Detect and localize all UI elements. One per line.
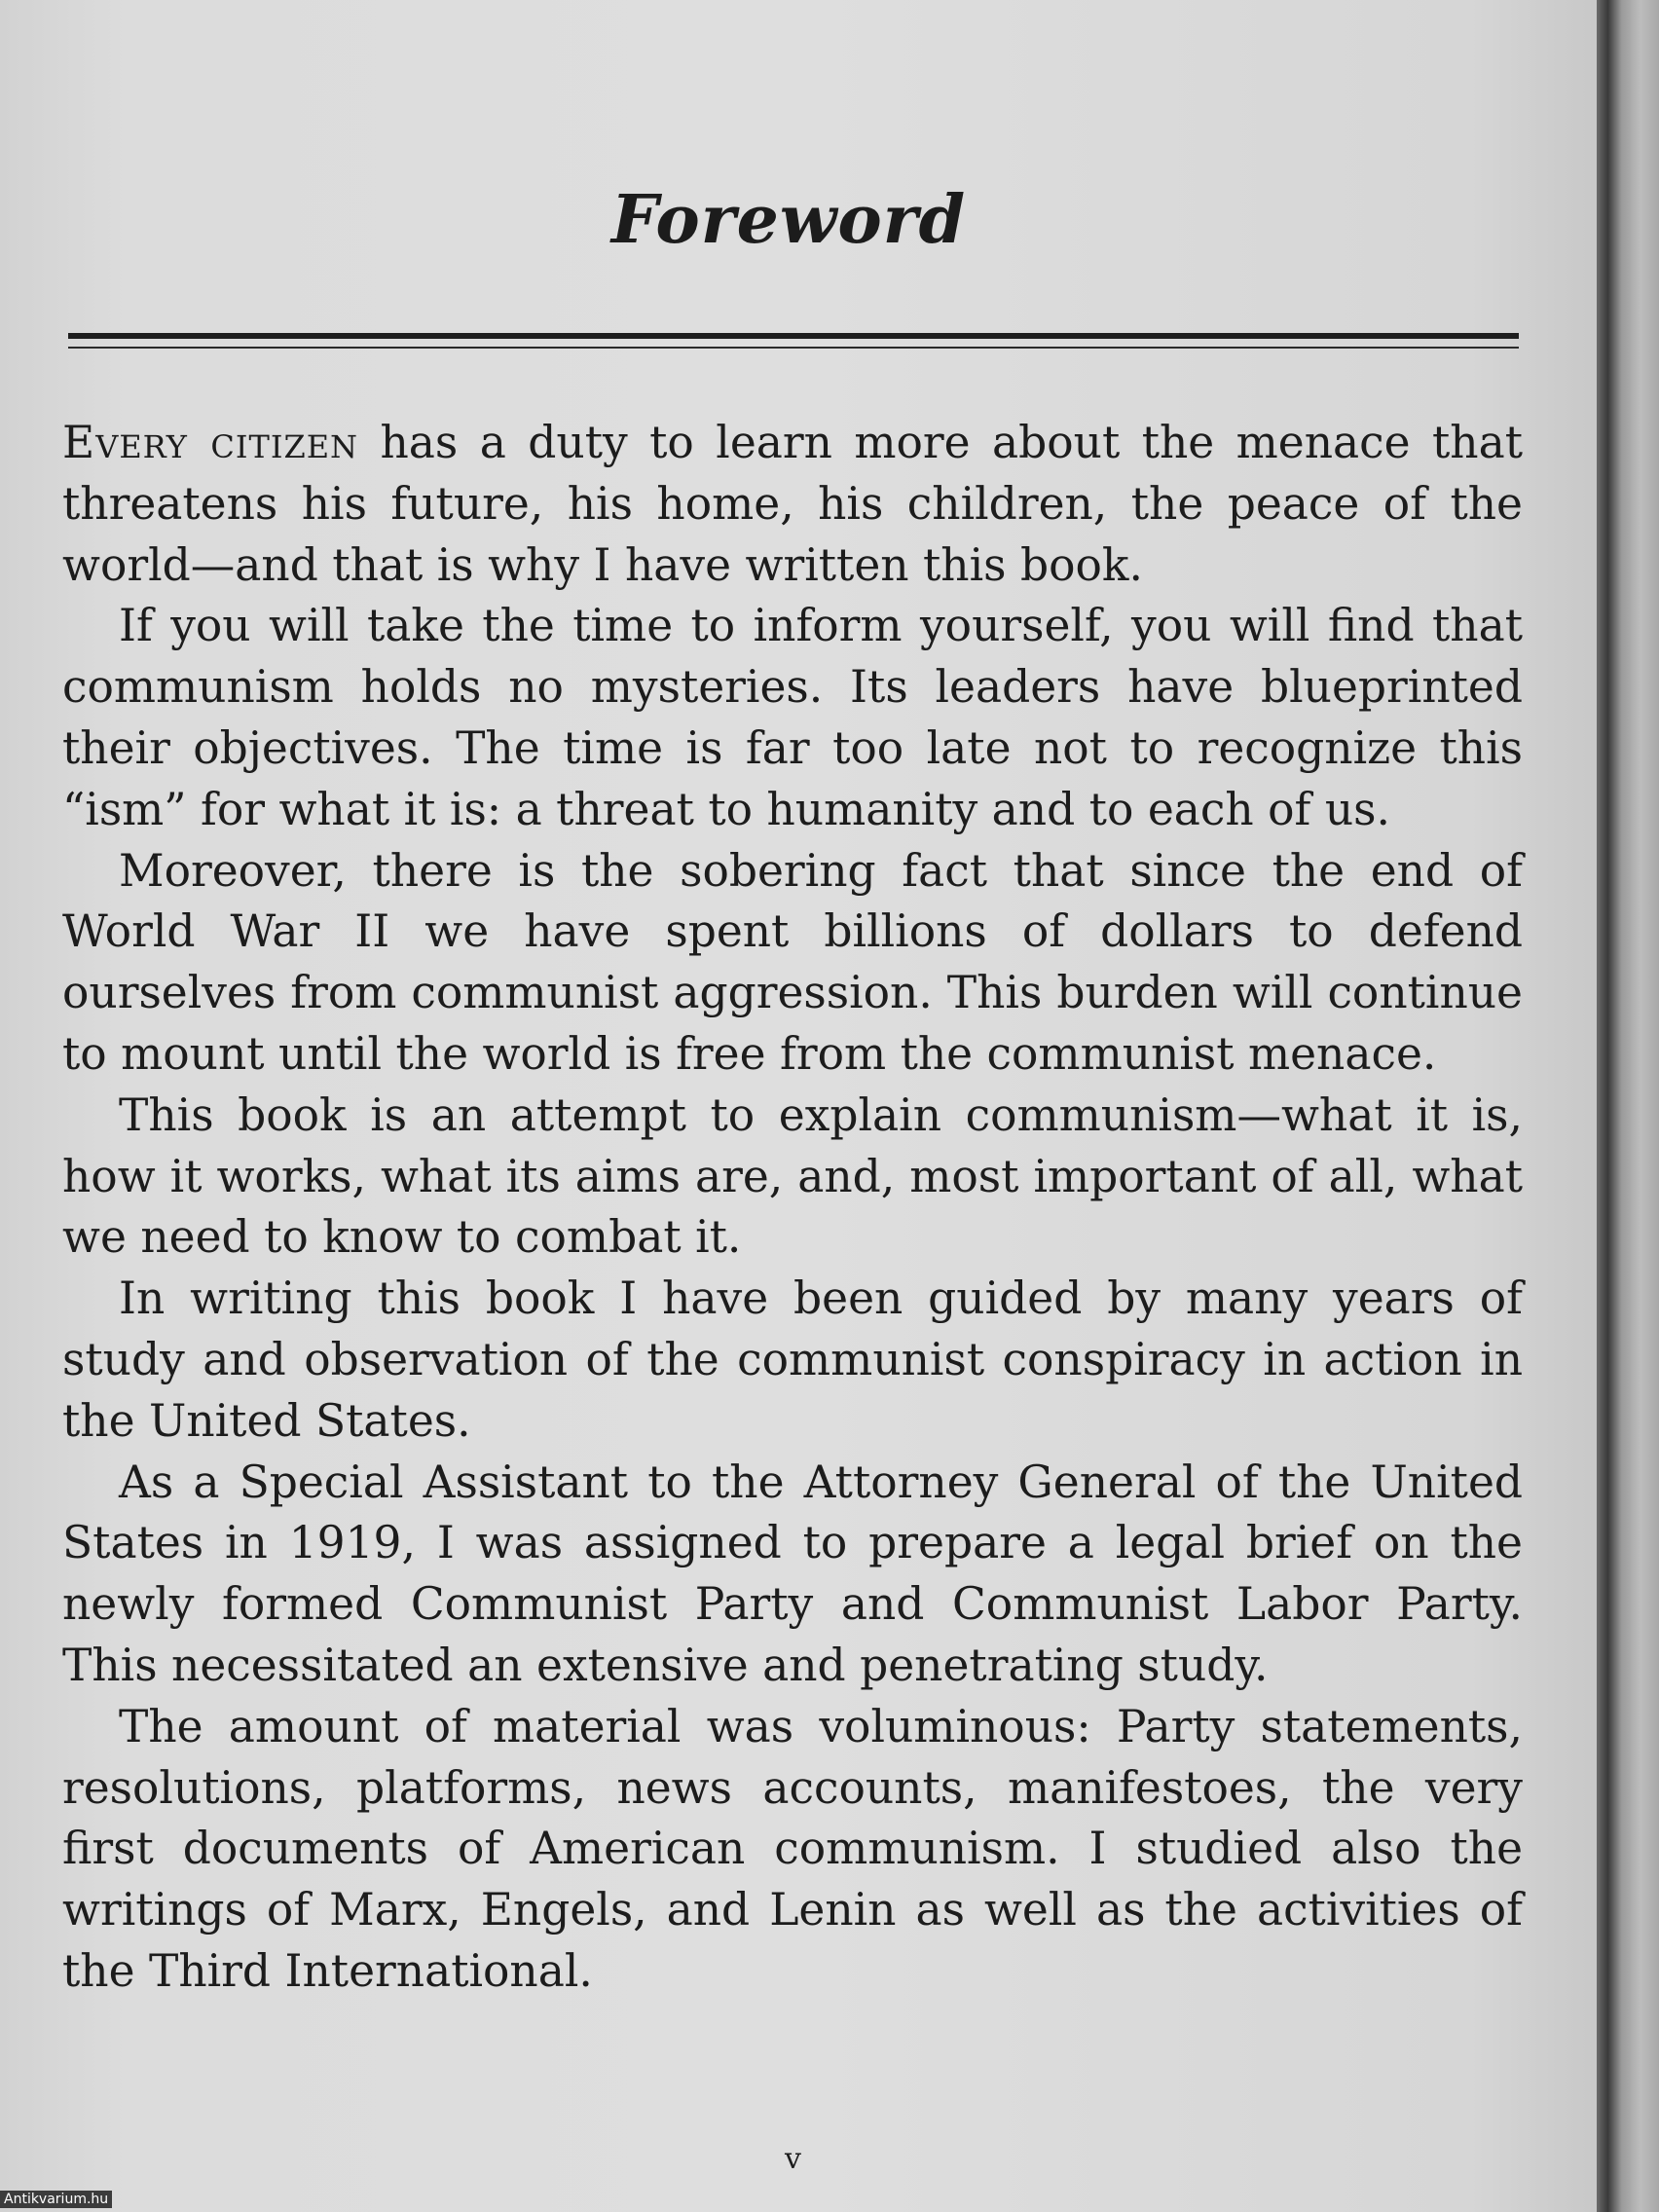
page-title: Foreword bbox=[610, 181, 967, 259]
paragraph-1 bbox=[62, 413, 1523, 596]
paragraph-text: has a duty to learn more about the menace that threatens his future, his home, his children, the peace of the world—and that is why I have written this book. bbox=[62, 417, 1523, 591]
foreword-body bbox=[62, 413, 1523, 2003]
watermark: Antikvarium.hu bbox=[0, 2191, 112, 2208]
paragraph-3: Moreover, there is the sobering fact that since the end of World War II we have spent billions of dollars to defend ourselves from communist aggression. This burden will continue to mount until the world is free from the communist menace. bbox=[62, 844, 1523, 1080]
title-rule-thin bbox=[68, 347, 1519, 349]
paragraph-5: In writing this book I have been guided by many years of study and observation of the communist conspiracy in action in the United States. bbox=[62, 1272, 1523, 1447]
paragraph-4: This book is an attempt to explain communism—what it is, how it works, what its aims are, and, most important of all, what we need to know to combat it. bbox=[62, 1088, 1523, 1264]
paragraph-7: The amount of material was voluminous: Party statements, resolutions, platforms, news accounts, manifestoes, the very first documents of American communism. I studied also the writings of Marx, Engels, and Lenin as well as the activities of the Third International. bbox=[62, 1700, 1523, 1997]
paragraph-6: As a Special Assistant to the Attorney General of the United States in 1919, I was assigned to prepare a legal brief on the newly formed Communist Party and Communist Labor Party. This necessitated an extensive and penetrating study. bbox=[62, 1456, 1523, 1691]
page-number-marker: v bbox=[785, 2142, 801, 2176]
lead-in-small-caps: Every citizen bbox=[62, 417, 359, 468]
book-binding-edge bbox=[1597, 0, 1659, 2212]
title-rule-thick bbox=[68, 333, 1519, 339]
paragraph-2: If you will take the time to inform yourself, you will find that communism holds no mysteries. Its leaders have blueprinted their objectives. The time is far too late not to recognize this “ism” for what it is: a threat to humanity and to each of us. bbox=[62, 600, 1523, 835]
